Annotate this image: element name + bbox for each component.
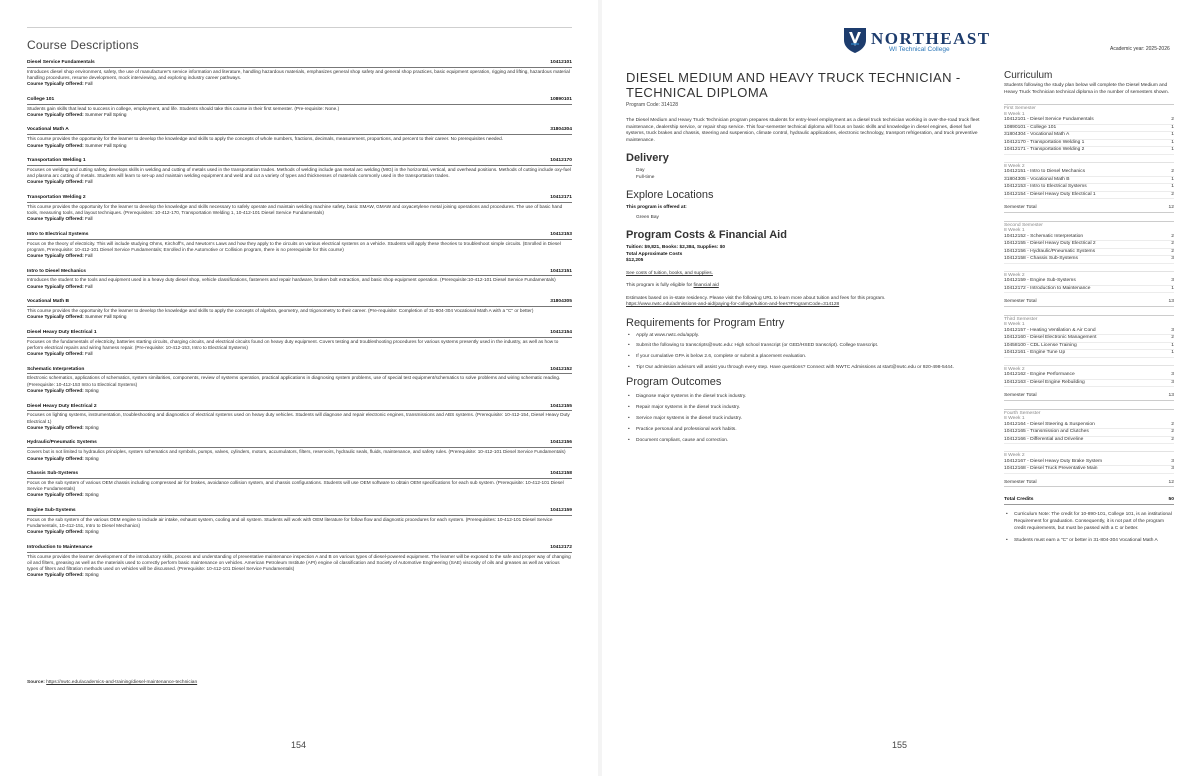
curriculum-course: 10412160 - Diesel Electronic Management: [1004, 335, 1097, 340]
curriculum-row: [1004, 256, 1174, 264]
outcomes-list: [626, 394, 988, 444]
curriculum-course: 31804304 - Vocational Math A: [1004, 132, 1070, 137]
semester-total-row: [1004, 205, 1174, 213]
curriculum-course: 10412155 - Diesel Heavy Duty Electrical 2: [1004, 241, 1096, 246]
course-header: [27, 440, 572, 448]
offered-label: Course Typically Offered:: [27, 283, 84, 289]
course-header: [27, 404, 572, 412]
delivery-day: Day: [636, 168, 645, 173]
curriculum-course: 10412159 - Engine Sub-Systems: [1004, 278, 1076, 283]
offered-terms: Spring: [85, 572, 99, 578]
semester-total-value: 12: [1168, 479, 1174, 485]
list-item: • Document compliant, cause and correction.: [626, 438, 988, 445]
see-costs-link[interactable]: See costs of tuition, books, and supplies.: [626, 270, 713, 276]
course-name: Transportation Welding 2: [27, 194, 86, 200]
course-code: 10890101: [550, 96, 572, 102]
curriculum-row: [1004, 132, 1174, 140]
course-code: 31804305: [550, 299, 572, 305]
offered-label: Course Typically Offered:: [27, 455, 84, 461]
page-number: 155: [892, 740, 908, 750]
offered-terms: Summer Fall Spring: [85, 142, 127, 148]
semester-heading: First Semester: [1004, 104, 1174, 112]
curriculum-credits: 2: [1171, 421, 1174, 427]
course-description: Covers but is not limited to hydraulics principles, system schematics and symbols, pumps, valves, cylinders, motors, accumulators, filters, reservoirs, hydraulic seals, fluids, maintenance, and safety rules. (Prerequisite: 10-412-101 Diesel Service Fundamentals): [27, 449, 566, 455]
semester-heading: Second Semester: [1004, 221, 1174, 229]
curriculum-row: [1004, 350, 1174, 358]
course-description: Focuses on welding and cutting safety, develops skills in welding and cutting of metals used in the transportation trades. Methods of welding include gas metal arc welding (MIG) in the horizontal, vertical, and overhead positions. Methods of cutting include oxy-fuel and plasma arc cutting of metals. Students will learn to set-up and maintain welding equipment and weld and cut a variety of types and thicknesses of materials commonly used in the transportation trades.: [27, 166, 571, 179]
offered-terms: Fall: [85, 179, 93, 185]
course-code: 10412152: [550, 366, 572, 372]
curriculum-credits: 2: [1171, 191, 1174, 197]
curriculum-row: [1004, 117, 1174, 125]
curriculum-credits: 1: [1171, 342, 1174, 348]
explore-heading: Explore Locations: [626, 189, 714, 201]
requirements-heading: Requirements for Program Entry: [626, 316, 785, 329]
outcomes-heading: Program Outcomes: [626, 376, 722, 389]
curriculum-credits: 2: [1171, 169, 1174, 174]
course-offered: [27, 529, 572, 535]
offered-label: Course Typically Offered:: [27, 351, 84, 357]
total-credits-row: [1004, 497, 1174, 505]
list-item: • Practice personal and professional work habits.: [626, 427, 988, 434]
course-offered: [27, 216, 572, 222]
semester-block: [1004, 221, 1174, 307]
curriculum-row: [1004, 437, 1174, 445]
course-name: College 101: [27, 96, 55, 102]
curriculum-row: [1004, 125, 1174, 133]
course-description: Focuses on the fundamentals of electricity, batteries starting circuits, charging circuits, and electrical circuits found on heavy duty equipment. Covers testing and troubleshooting procedures for various systems presently used in the industry, as well as how to perform electrical repairs and wiring harness repair. (Pre-requisite: 10-412-153, Intro to Electrical Systems): [27, 338, 559, 350]
course-offered: [27, 456, 572, 462]
curriculum-course: 10412171 - Transportation Welding 2: [1004, 147, 1085, 152]
semester-block: [1004, 315, 1174, 401]
course-header: [27, 195, 572, 203]
curriculum-credits: 2: [1171, 241, 1174, 246]
course-entry: [27, 232, 572, 260]
curriculum-row: [1004, 249, 1174, 257]
course-description: Introduces diesel shop environment, safety, the use of manufacturer's service information and literature, handling hazardous materials, emphasizes general shop safety and general shop practices, basic equipment operation, rigging and lifting, hazardous material handling procedures, resume development, mock interviewing, and exploring industry career pathways.: [27, 68, 570, 81]
offered-terms: Spring: [85, 424, 99, 430]
list-item: • Repair major systems in the diesel truck industry.: [626, 405, 988, 412]
week-label: 8 Week 1: [1004, 111, 1025, 117]
curriculum-credits: 2: [1171, 248, 1174, 254]
requirements-list: [626, 333, 988, 372]
curriculum-row: [1004, 278, 1174, 286]
semester-total-row: [1004, 480, 1174, 488]
curriculum-course: 10412158 - Chassis Sub-Systems: [1004, 256, 1078, 261]
semester-block: [1004, 409, 1174, 488]
curriculum-panel: [1004, 70, 1174, 549]
curriculum-course: 10412161 - Engine Tune Up: [1004, 350, 1066, 355]
week-label: 8 Week 2: [1004, 451, 1174, 459]
curriculum-row: [1004, 169, 1174, 177]
page-number: 154: [291, 740, 307, 750]
course-code: 10412159: [550, 507, 572, 513]
offered-label: Course Typically Offered:: [27, 529, 84, 535]
curriculum-course: 10412165 - Transmission and Clutches: [1004, 429, 1089, 434]
curriculum-course: 10412151 - Intro to Diesel Mechanics: [1004, 169, 1086, 174]
program-intro: The Diesel Medium and Heavy Truck Technician program prepares students for entry-level employment as a diesel truck technician working in over-the-road truck fleet maintenance, dealership service, or repair shop service. This four-semester technical diploma will focus on basic skills and knowledge in diesel engines, diesel fuel systems, truck brakes and chassis, steering and suspension, climate control, hydraulic applications, electronic technology, transport refrigeration, and truck preventive maintenance.: [626, 118, 980, 143]
course-header: [27, 508, 572, 516]
logo-wordmark: NORTHEAST: [871, 29, 991, 48]
tuition-fees-link[interactable]: https://www.nwtc.edu/admissions-and-aid/paying-for-college/tuition-and-fees?ProgramCode=314128: [626, 302, 840, 307]
course-code: 10412156: [550, 440, 572, 446]
curriculum-course: 10412101 - Diesel Service Fundamentals: [1004, 117, 1094, 122]
course-entry: [27, 127, 572, 148]
week-label: 8 Week 2: [1004, 365, 1174, 373]
curriculum-credits: 3: [1171, 256, 1174, 261]
course-offered: [27, 492, 572, 498]
course-entry: [27, 269, 572, 290]
curriculum-credits: 1: [1171, 350, 1174, 355]
course-description: This course provides the opportunity for the learner to develop the knowledge and skills to apply the concepts of whole numbers, fractions, decimals, measurement, proportions, and percent to their career. No prerequisites needed.: [27, 136, 504, 142]
curriculum-course: 10412162 - Engine Performance: [1004, 372, 1075, 377]
right-page: [602, 0, 1200, 776]
curriculum-credits: 1: [1171, 176, 1174, 182]
curriculum-credits: 3: [1171, 327, 1174, 333]
course-offered: [27, 351, 572, 357]
week-label: 8 Week 2: [1004, 271, 1174, 279]
total-credits-value: 50: [1168, 497, 1174, 502]
offered-terms: Summer Fall Spring: [85, 314, 127, 320]
curriculum-credits: 1: [1171, 147, 1174, 152]
curriculum-row: [1004, 335, 1174, 343]
curriculum-row: [1004, 140, 1174, 148]
list-item: • If your cumulative GPA is below 2.6, complete or submit a placement evaluation.: [626, 354, 988, 361]
curriculum-credits: 1: [1171, 132, 1174, 137]
course-code: 10412155: [550, 403, 572, 409]
offered-label: Course Typically Offered:: [27, 81, 84, 87]
list-item: • Service major systems in the diesel truck industry.: [626, 416, 988, 423]
course-code: 10412151: [550, 268, 572, 274]
course-name: Vocational Math B: [27, 299, 70, 305]
semester-total-row: [1004, 393, 1174, 401]
source-link[interactable]: https://nwtc.edu/academics-and-training/diesel-maintenance-technician: [46, 680, 198, 685]
curriculum-course: 10412166 - Differential and Driveline: [1004, 436, 1084, 442]
curriculum-notes: [1004, 511, 1174, 544]
delivery-fulltime: Full-time: [636, 174, 655, 180]
semester-total-value: 13: [1168, 393, 1174, 398]
course-description: Focuses on lighting systems, instrumentation, troubleshooting and diagnostics of electrical systems used on heavy duty vehicles. Students will diagnose and repair electronic engines, transmissions and ABS systems. (Prerequisite: 10-412-154, Diesel Heavy Duty Electrical 1): [27, 412, 570, 424]
course-name: Vocational Math A: [27, 127, 69, 133]
curriculum-course: 10412152 - Schematic Interpretation: [1004, 233, 1084, 239]
curriculum-row: [1004, 422, 1174, 430]
course-entry: [27, 545, 572, 579]
curriculum-row: [1004, 184, 1174, 192]
week-label: 8 Week 1: [1004, 322, 1025, 327]
curriculum-row: [1004, 177, 1174, 185]
page-title: Course Descriptions: [27, 38, 139, 52]
curriculum-credits: 2: [1171, 429, 1174, 434]
course-entry: [27, 158, 572, 186]
list-item: • Tip! Our admission advisors will assist you through every step. Have questions? Connect with NWTC Admissions at start@nwtc.edu or 920-498-5444.: [626, 365, 988, 372]
course-header: [27, 127, 572, 135]
offered-label: Course Typically Offered:: [27, 142, 84, 148]
offered-terms: Fall: [85, 253, 93, 259]
curriculum-course: 10412153 - Intro to Electrical Systems: [1004, 184, 1087, 189]
course-header: [27, 367, 572, 375]
course-entry: [27, 440, 572, 461]
semester-total-label: Semester Total: [1004, 299, 1037, 304]
offered-label: Course Typically Offered:: [27, 492, 84, 498]
offered-terms: Spring: [85, 455, 99, 461]
program-title: DIESEL MEDIUM AND HEAVY TRUCK TECHNICIAN - TECHNICAL DIPLOMA: [626, 70, 961, 100]
course-code: 10412158: [550, 471, 572, 477]
curriculum-course: 10412172 - Introduction to Maintenance: [1004, 285, 1091, 291]
offered-at-label: This program is offered at:: [626, 205, 687, 210]
course-name: Transportation Welding 1: [27, 158, 86, 164]
course-code: 10412153: [550, 231, 572, 237]
course-description: This course provides the opportunity for the learner to develop the knowledge and skills necessary to safely operate and maintain welding machine safety, basic SMAW, GMAW and oxyacetylene metal joining operations and procedures. The use of basic hand tools, measuring tools, and layout techniques. (Prerequisites: 10-412-170, Transportation Welding 1, 10-412-101 Diesel Service Fundamentals): [27, 203, 563, 215]
course-header: [27, 269, 572, 277]
semester-heading: Third Semester: [1004, 315, 1174, 323]
offered-terms: Fall: [85, 283, 93, 289]
offered-label: Course Typically Offered:: [27, 253, 84, 259]
course-code: 10412172: [550, 544, 572, 550]
semester-block: [1004, 104, 1174, 213]
fin-aid-link[interactable]: financial aid: [693, 283, 719, 288]
course-list: [27, 60, 572, 588]
week-label: 8 Week 2: [1004, 162, 1174, 170]
curriculum-row: [1004, 459, 1174, 467]
curriculum-row: [1004, 380, 1174, 388]
curriculum-credits: 3: [1171, 458, 1174, 464]
curriculum-credits: 1: [1171, 285, 1174, 291]
course-offered: [27, 179, 572, 185]
curriculum-course: 10412163 - Diesel Engine Rebuilding: [1004, 379, 1085, 385]
offered-terms: Spring: [85, 492, 99, 498]
curriculum-course: 10412164 - Diesel Steering & Suspension: [1004, 421, 1095, 427]
week-label: 8 Week 1: [1004, 228, 1025, 233]
program-code: Program Code: 314128: [626, 102, 678, 108]
course-offered: [27, 388, 572, 394]
semester-list: [1004, 104, 1174, 487]
course-name: Chassis Sub-Systems: [27, 471, 79, 477]
curriculum-row: [1004, 234, 1174, 242]
curriculum-credits: 1: [1171, 124, 1174, 130]
curriculum-course: 10412157 - Heating Ventilation & Air Cond: [1004, 327, 1096, 333]
course-entry: [27, 367, 572, 395]
college-logo: [842, 26, 1002, 56]
source-label: Source:: [27, 680, 45, 685]
course-header: [27, 60, 572, 68]
course-name: Diesel Service Fundamentals: [27, 60, 95, 65]
curriculum-credits: 3: [1171, 466, 1174, 471]
week-label: 8 Week 1: [1004, 416, 1025, 421]
semester-total-value: 12: [1168, 205, 1174, 210]
course-description: Focus on the sub system of the various OEM engine to include air intake, exhaust system, cooling and oil system. Students will work with OEM literature for follow flow and diagnostic procedures for each system. (Prerequisites: 10-412-101 Diesel Service Fundamentals, 10-412-151, Intro to Diesel Mechanics): [27, 516, 553, 528]
curriculum-credits: 3: [1171, 278, 1174, 283]
top-rule: [27, 27, 572, 28]
course-description: Focus on the sub system of various OEM chassis including compressed air for brakes, avoidance collision system, and chassis configurations. Students will use OEM software to obtain OEM specifications for each sub system. (Prerequisite: 10-412-101 Diesel Service Fundamentals): [27, 479, 564, 492]
curriculum-course: 10412156 - Hydraulic/Pneumatic Systems: [1004, 248, 1096, 254]
curriculum-credits: 3: [1171, 379, 1174, 385]
course-offered: [27, 253, 572, 259]
costs-heading: Program Costs & Financial Aid: [626, 229, 787, 241]
course-entry: [27, 471, 572, 499]
semester-total-label: Semester Total: [1004, 479, 1037, 485]
left-page: [0, 0, 598, 776]
offered-terms: Spring: [85, 388, 99, 394]
list-item: • Students must earn a "C" or better in 31-804-304 Vocational Math A: [1004, 537, 1174, 544]
course-code: 10412170: [550, 158, 572, 164]
list-item: • Diagnose major systems in the diesel truck industry.: [626, 394, 988, 401]
course-offered: [27, 284, 572, 290]
curriculum-row: [1004, 466, 1174, 474]
course-offered: [27, 143, 572, 149]
curriculum-course: 10890101 - College 101: [1004, 124, 1057, 130]
course-code: 10412154: [550, 329, 572, 335]
course-name: Engine Sub-Systems: [27, 507, 76, 513]
offered-terms: Fall: [85, 81, 93, 87]
course-entry: [27, 299, 572, 320]
curriculum-title: Curriculum: [1004, 70, 1053, 81]
semester-total-label: Semester Total: [1004, 205, 1037, 210]
tuition-line: Tuition: $9,821, Books: $2,384, Supplies: $0: [626, 245, 726, 250]
course-entry: [27, 60, 572, 88]
course-name: Intro to Diesel Mechanics: [27, 268, 86, 274]
course-name: Intro to Electrical Systems: [27, 231, 89, 237]
logo-subtitle: WI Technical College: [889, 46, 950, 53]
course-offered: [27, 572, 572, 578]
offered-terms: Fall: [85, 216, 93, 222]
offered-terms: Fall: [85, 351, 93, 357]
course-entry: [27, 404, 572, 432]
total-costs-value: $12,205: [626, 258, 644, 263]
curriculum-row: [1004, 241, 1174, 249]
curriculum-credits: 2: [1171, 117, 1174, 122]
curriculum-credits: 2: [1171, 233, 1174, 239]
course-entry: [27, 330, 572, 358]
program-main: [626, 70, 988, 449]
offered-label: Course Typically Offered:: [27, 572, 84, 578]
course-offered: [27, 314, 572, 320]
fin-aid-text: This program is fully eligible for: [626, 283, 694, 288]
curriculum-row: [1004, 328, 1174, 336]
course-code: 10412171: [550, 194, 572, 200]
total-costs-label: Total Approximate Costs: [626, 251, 683, 257]
curriculum-course: 10412167 - Diesel Heavy Duty Brake System: [1004, 458, 1103, 464]
course-name: Diesel Heavy Duty Electrical 1: [27, 329, 97, 335]
offered-terms: Spring: [85, 529, 99, 535]
offered-label: Course Typically Offered:: [27, 388, 84, 394]
curriculum-course: 10412170 - Transportation Welding 1: [1004, 139, 1085, 145]
course-name: Schematic Interpretation: [27, 366, 85, 372]
curriculum-credits: 3: [1171, 372, 1174, 377]
course-offered: [27, 112, 572, 118]
curriculum-row: [1004, 343, 1174, 351]
curriculum-course: 10412154 - Diesel Heavy Duty Electrical 1: [1004, 191, 1096, 197]
curriculum-credits: 2: [1171, 335, 1174, 340]
course-offered: [27, 425, 572, 431]
course-offered: [27, 81, 572, 87]
list-item: • Apply at www.nwtc.edu/apply.: [626, 333, 988, 340]
curriculum-credits: 2: [1171, 436, 1174, 442]
course-header: [27, 158, 572, 166]
course-description: Focus on the theory of electricity. This will include studying Ohms, Kirchoff's, and Newton's Laws and how they apply to the circuits on various electrical systems on a vehicle. Students will apply these theories to troubleshoot simple circuits. (Enrolled in Diesel program, Prerequisite: 10-412-101 Diesel Service Fundamentals; Enrolled in the Automotive or Collision program, there is no prerequisite for this course): [27, 240, 561, 252]
course-code: 31804304: [550, 127, 572, 133]
curriculum-course: 10412168 - Diesel Truck Preventative Main: [1004, 466, 1098, 471]
offered-terms: Summer Fall Spring: [85, 111, 127, 117]
curriculum-credits: 1: [1171, 184, 1174, 189]
semester-total-value: 13: [1168, 299, 1174, 304]
curriculum-credits: 1: [1171, 139, 1174, 145]
offered-label: Course Typically Offered:: [27, 111, 84, 117]
course-description: Introduces the student to the tools and equipment used in a heavy duty diesel shop, vehicle classifications, fasteners and repair hardware, broken bolt extraction, and basic shop equipment operation. (Prerequisite:10-412-101 Diesel Service Fundamentals): [27, 277, 556, 283]
estimates-text: Estimates based on in-state residency. Please visit the following URL to learn more about tuition and fees for this program.: [626, 295, 886, 301]
location-green-bay: Green Bay: [636, 214, 659, 220]
course-code: 10412101: [550, 60, 572, 65]
course-entry: [27, 97, 572, 118]
source-line: [27, 680, 197, 685]
course-description: This course provides the opportunity for the learner to develop the knowledge and skills to apply the concepts of algebra, geometry, and trigonometry to their career. (Pre-requisite: Completion of 31-804-304 Vocational Math A with a "C" or better): [27, 308, 534, 314]
curriculum-course: 10458100 - CDL License Training: [1004, 342, 1077, 348]
course-name: Hydraulic/Pneumatic Systems: [27, 440, 97, 446]
delivery-heading: Delivery: [626, 152, 669, 164]
list-item: • Curriculum Note: The credit for 10-890-101, College 101, is an institutional Requirement for graduation. Consequently, it is not part of the program credit requirements, but must be passed with a C or better.: [1004, 511, 1174, 532]
course-description: Students gain skills that lead to success in college, employment, and life. Students should take this course in their first semester. (Pre-requisite: None.): [27, 105, 340, 111]
total-credits-label: Total Credits: [1004, 497, 1034, 502]
course-name: Introduction to Maintenance: [27, 544, 93, 550]
academic-year: Academic year: 2025-2026: [1110, 46, 1170, 52]
curriculum-row: [1004, 286, 1174, 294]
curriculum-course: 31804305 - Vocational Math B: [1004, 176, 1070, 182]
course-name: Diesel Heavy Duty Electrical 2: [27, 403, 97, 409]
course-entry: [27, 508, 572, 536]
curriculum-row: [1004, 429, 1174, 437]
curriculum-intro: Students following the study plan below will complete the Diesel Medium and Heavy Truck Technician technical diploma in the number of semesters shown.: [1004, 83, 1169, 95]
list-item: • Submit the following to transcripts@nwtc.edu: High school transcript (or GED/HSED transcript). College transcript.: [626, 343, 988, 350]
course-description: This course provides the learner development of the introductory skills, process and understanding of preventative maintenance inspection A and B on various types of diesel-powered equipment. The learner will be exposed to the safe and proper way of changing oil and filters, greasing as well as the materials used to correctly perform basic maintenance on vehicles. American Petroleum Institute (API) engine oil classification and Society of Automotive Engineering (SAE) viscosity of oils and greases as well as various types of filters and filtration methods used on vehicles will be discussed. (Prerequisite: 10-412-101 Diesel Service Fundamentals): [27, 553, 571, 572]
course-entry: [27, 195, 572, 223]
shield-logo-icon: [842, 26, 868, 54]
semester-total-label: Semester Total: [1004, 393, 1037, 398]
curriculum-row: [1004, 192, 1174, 200]
course-header: [27, 545, 572, 553]
offered-label: Course Typically Offered:: [27, 424, 84, 430]
course-header: [27, 299, 572, 307]
semester-total-row: [1004, 299, 1174, 307]
course-header: [27, 97, 572, 105]
offered-label: Course Typically Offered:: [27, 179, 84, 185]
course-header: [27, 471, 572, 479]
course-description: Electronic schematics, applications of schematics, system similarities, components, review of systems operation, practical applications in diagnosing system problems, use of special test equipment/schematics to solve problems and wiring schematic reading. (Prerequisite: 10-412-153 Intro to Electrical Systems): [27, 375, 561, 387]
offered-label: Course Typically Offered:: [27, 314, 84, 320]
course-header: [27, 330, 572, 338]
curriculum-row: [1004, 372, 1174, 380]
course-header: [27, 232, 572, 240]
curriculum-row: [1004, 147, 1174, 155]
offered-label: Course Typically Offered:: [27, 216, 84, 222]
semester-heading: Fourth Semester: [1004, 409, 1174, 417]
